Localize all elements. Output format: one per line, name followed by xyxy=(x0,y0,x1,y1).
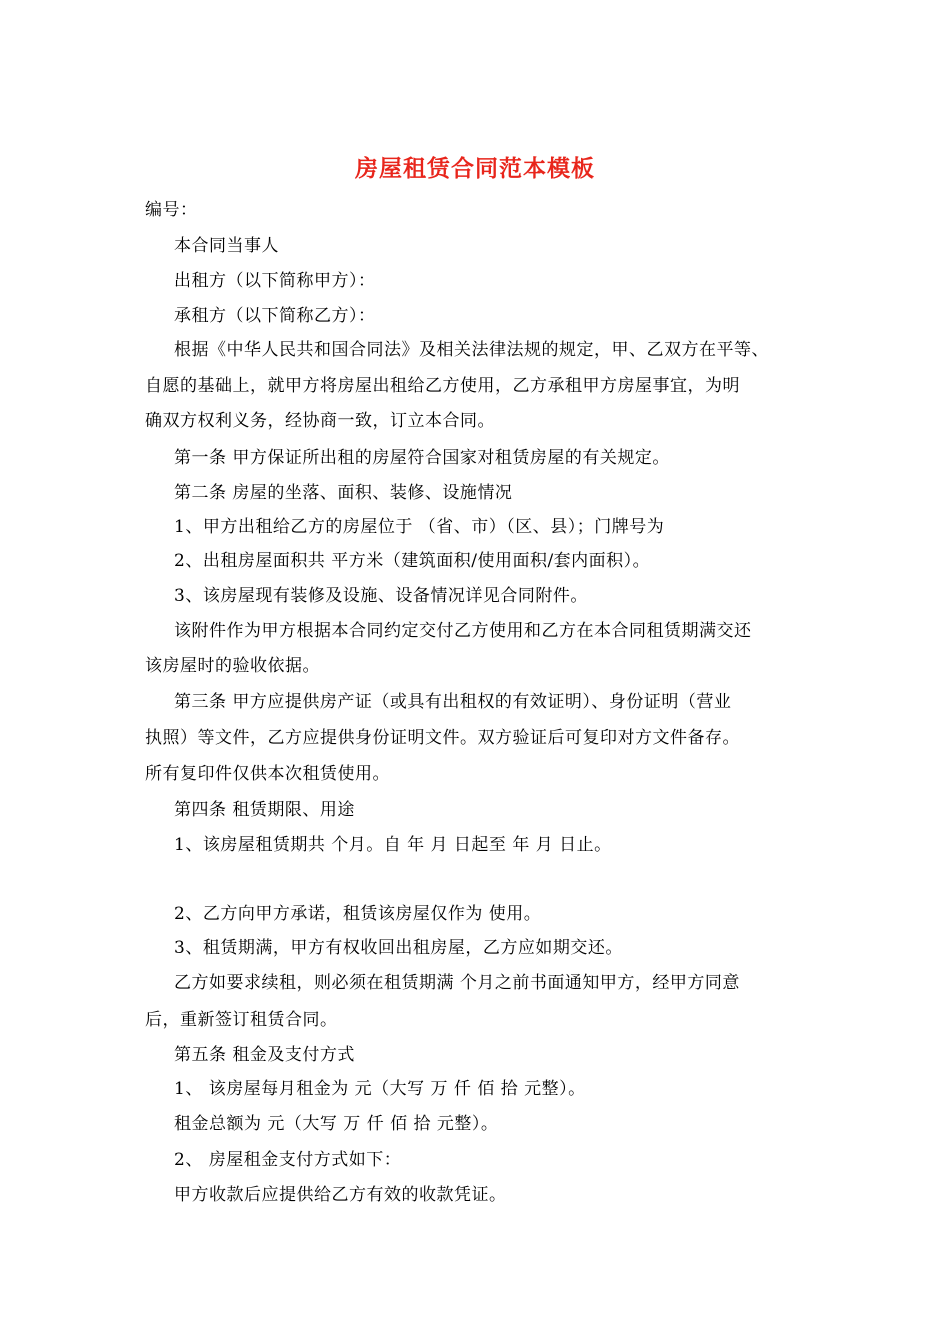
lessee-line: 承租方（以下简称乙方）： xyxy=(174,306,376,326)
contract-number-label: 编号： xyxy=(145,200,198,220)
preamble-line-3: 确双方权利义务，经协商一致，订立本合同。 xyxy=(145,411,495,431)
preamble-line-1: 根据《中华人民共和国合同法》及相关法律法规的规定，甲、乙双方在平等、 xyxy=(174,340,769,360)
renewal-line-1: 乙方如要求续租，则必须在租赁期满 个月之前书面通知甲方，经甲方同意 xyxy=(174,973,740,993)
annex-line-1: 该附件作为甲方根据本合同约定交付乙方使用和乙方在本合同租赁期满交还 xyxy=(174,621,752,641)
total-rent-line: 租金总额为 元（大写 万 仟 佰 拾 元整）。 xyxy=(174,1114,499,1134)
article-2-item-3: 3、该房屋现有装修及设施、设备情况详见合同附件。 xyxy=(174,586,588,606)
article-4-item-3: 3、租赁期满，甲方有权收回出租房屋，乙方应如期交还。 xyxy=(174,938,623,958)
article-4-heading: 第四条 租赁期限、用途 xyxy=(174,800,355,820)
preamble-line-2: 自愿的基础上，就甲方将房屋出租给乙方使用，乙方承租甲方房屋事宜，为明 xyxy=(145,376,740,396)
article-1: 第一条 甲方保证所出租的房屋符合国家对租赁房屋的有关规定。 xyxy=(174,448,670,468)
article-3-line-1: 第三条 甲方应提供房产证（或具有出租权的有效证明）、身份证明（营业 xyxy=(174,692,732,712)
article-4-item-1: 1、该房屋租赁期共 个月。自 年 月 日起至 年 月 日止。 xyxy=(174,835,612,855)
article-3-line-3: 所有复印件仅供本次租赁使用。 xyxy=(145,764,390,784)
lessor-line: 出租方（以下简称甲方）： xyxy=(174,271,376,291)
receipt-line: 甲方收款后应提供给乙方有效的收款凭证。 xyxy=(174,1185,507,1205)
parties-heading: 本合同当事人 xyxy=(174,236,279,256)
article-2-item-2: 2、出租房屋面积共 平方米（建筑面积/使用面积/套内面积）。 xyxy=(174,551,651,571)
renewal-line-2: 后，重新签订租赁合同。 xyxy=(145,1010,338,1030)
annex-line-2: 该房屋时的验收依据。 xyxy=(145,656,320,676)
article-2-item-1: 1、甲方出租给乙方的房屋位于 （省、市）（区、县）；门牌号为 xyxy=(174,517,665,537)
document-title: 房屋租赁合同范本模板 xyxy=(355,155,595,182)
article-4-item-2: 2、乙方向甲方承诺，租赁该房屋仅作为 使用。 xyxy=(174,904,542,924)
article-5-item-2: 2、 房屋租金支付方式如下： xyxy=(174,1150,402,1170)
article-2-heading: 第二条 房屋的坐落、面积、装修、设施情况 xyxy=(174,483,513,503)
article-5-heading: 第五条 租金及支付方式 xyxy=(174,1045,355,1065)
article-5-item-1: 1、 该房屋每月租金为 元（大写 万 仟 佰 拾 元整）。 xyxy=(174,1079,586,1099)
article-3-line-2: 执照）等文件，乙方应提供身份证明文件。双方验证后可复印对方文件备存。 xyxy=(145,728,740,748)
